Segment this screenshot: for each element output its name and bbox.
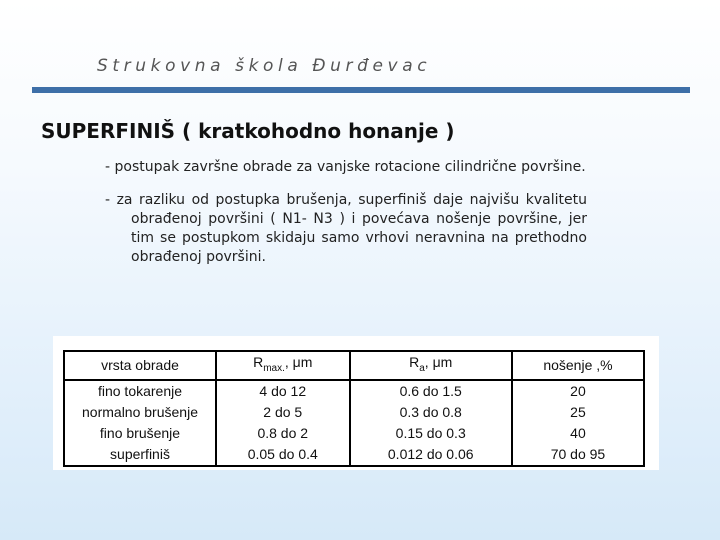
header-vrsta-obrade: vrsta obrade [64, 351, 216, 380]
header-ra-sub: a [419, 362, 425, 374]
bullet-item: - postupak završne obrade za vanjske rotacione cilindrične površine. [105, 159, 586, 175]
header-divider [32, 87, 690, 93]
bullet-item: - za razliku od postupka brušenja, superfiniš daje najvišu kvalitetu obrađenoj površini ( N1- N3 ) i povećava nošenje površine, jer tim se postupkom skidaju samo vrhovi neravnina na prethodno obrađenoj površini. [105, 192, 587, 265]
header-ra-symbol: R [409, 354, 420, 370]
cell-vrsta-obrade: superfiniš [110, 446, 170, 463]
cell-nosenje: 20 [512, 380, 644, 402]
header-nosenje: nošenje ,% [512, 351, 644, 380]
cell-nosenje: 25 [512, 402, 644, 423]
roughness-table [63, 350, 645, 467]
school-name: Strukovna škola Đurđevac [97, 56, 432, 76]
cell-rmax: 2 do 5 [216, 402, 350, 423]
cell-ra: 0.3 do 0.8 [350, 402, 512, 423]
cell-rmax: 0.8 do 2 [216, 423, 350, 444]
cell-nosenje: 70 do 95 [512, 444, 644, 466]
table-row [64, 402, 644, 423]
cell-ra: 0.6 do 1.5 [350, 380, 512, 402]
table-row [64, 444, 644, 466]
header-rmax-unit: , μm [284, 354, 313, 370]
bullet-list [105, 158, 587, 281]
slide-title: SUPERFINIŠ ( kratkohodno honanje ) [41, 119, 455, 143]
cell-ra: 0.15 do 0.3 [350, 423, 512, 444]
cell-rmax: 0.05 do 0.4 [216, 444, 350, 466]
cell-vrsta-obrade: fino brušenje [99, 425, 181, 442]
cell-nosenje: 40 [512, 423, 644, 444]
header-rmax-symbol: R [253, 354, 264, 370]
header-rmax [216, 351, 350, 380]
table-header-row [64, 351, 644, 380]
cell-ra: 0.012 do 0.06 [350, 444, 512, 466]
table-panel [53, 336, 659, 470]
table-row [64, 423, 644, 444]
cell-rmax: 4 do 12 [216, 380, 350, 402]
cell-vrsta-obrade: fino tokarenje [97, 383, 183, 400]
header-ra-unit: , μm [424, 354, 453, 370]
header-ra [350, 351, 512, 380]
table-row [64, 380, 644, 402]
header-rmax-sub: max. [263, 362, 285, 374]
cell-vrsta-obrade: normalno brušenje [82, 404, 198, 421]
